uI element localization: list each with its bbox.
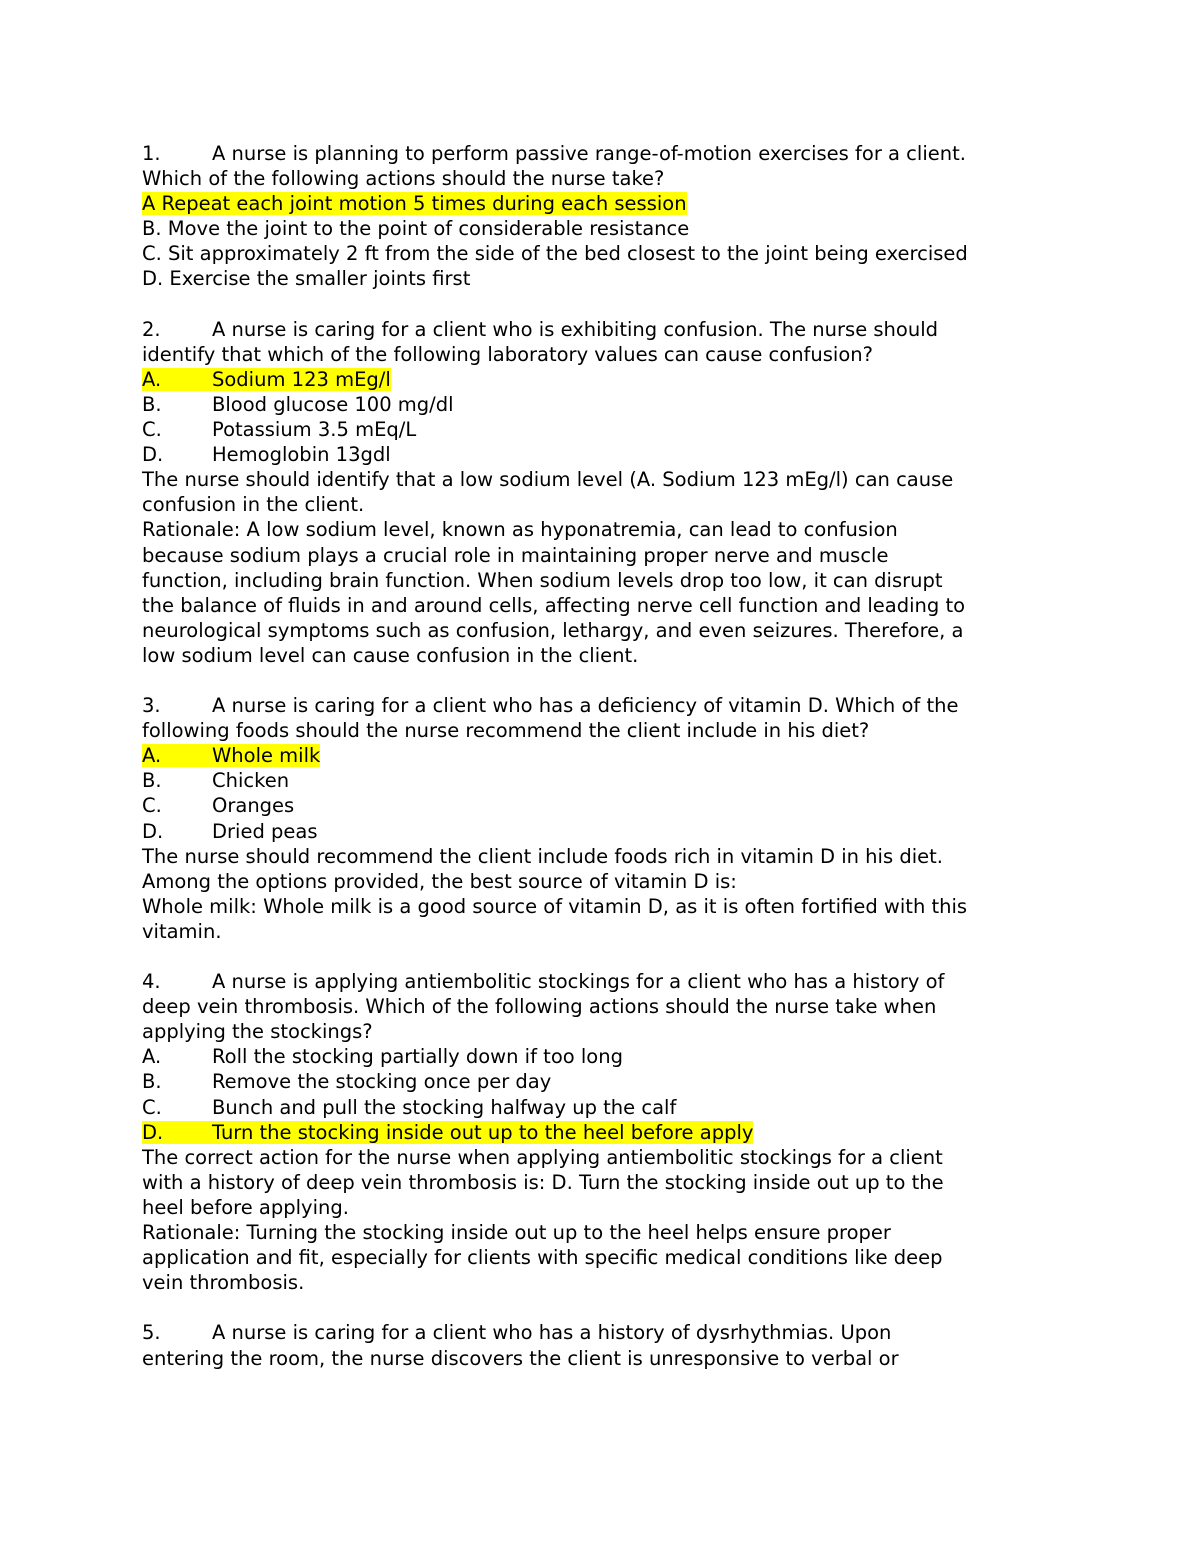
answer-option-d: D. Exercise the smaller joints first: [142, 267, 471, 291]
question-stem: [142, 1320, 1082, 1345]
rationale-line: neurological symptoms such as confusion, lethargy, and even seizures. Therefore, a: [142, 618, 964, 642]
question-stem-continued: identify that which of the following laboratory values can cause confusion?: [142, 342, 873, 366]
option-letter: B.: [142, 392, 162, 416]
option-letter: C.: [142, 418, 162, 442]
rationale-line: application and fit, especially for clients with specific medical conditions like deep: [142, 1246, 943, 1270]
rationale-line: Rationale: A low sodium level, known as hyponatremia, can lead to confusion: [142, 518, 898, 542]
rationale-line: function, including brain function. When sodium levels drop too low, it can disrupt: [142, 568, 943, 592]
option-text: Turn the stocking inside out up to the heel before apply: [212, 1120, 754, 1144]
explanation-line: The correct action for the nurse when applying antiembolitic stockings for a client: [142, 1145, 943, 1169]
rationale-line: because sodium plays a crucial role in maintaining proper nerve and muscle: [142, 543, 889, 567]
correct-answer-highlight: A Repeat each joint motion 5 times during each session: [142, 192, 687, 216]
answer-option-d: [142, 442, 1082, 467]
option-text: Potassium 3.5 mEq/L: [212, 418, 417, 442]
explanation-line: heel before applying.: [142, 1195, 349, 1219]
explanation-line: The nurse should identify that a low sodium level (A. Sodium 123 mEg/l) can cause: [142, 468, 954, 492]
question-5: [142, 1320, 1082, 1370]
option-text: Dried peas: [212, 819, 318, 843]
answer-option-b: [142, 768, 1082, 793]
question-number: 4.: [142, 970, 161, 994]
explanation-line: confusion in the client.: [142, 493, 365, 517]
answer-option-a-correct: [142, 743, 1082, 768]
option-letter: B.: [142, 1070, 162, 1094]
question-number: 2.: [142, 317, 161, 341]
option-letter: B.: [142, 769, 162, 793]
question-stem: [142, 317, 1082, 342]
explanation-line: with a history of deep vein thrombosis is: D. Turn the stocking inside out up to the: [142, 1170, 944, 1194]
answer-option-b: B. Move the joint to the point of considerable resistance: [142, 217, 690, 241]
paragraph-spacer: [142, 1295, 1082, 1320]
question-3: [142, 693, 1082, 944]
explanation-line: Whole milk: Whole milk is a good source of vitamin D, as it is often fortified with this: [142, 894, 968, 918]
option-text: Sodium 123 mEg/l: [212, 367, 391, 391]
option-text: Roll the stocking partially down if too long: [212, 1045, 623, 1069]
question-stem-continued: Which of the following actions should the nurse take?: [142, 167, 665, 191]
option-letter: D.: [142, 443, 164, 467]
question-stem: [142, 969, 1082, 994]
option-letter: A.: [142, 1045, 162, 1069]
option-text: Whole milk: [212, 744, 321, 768]
question-stem-text: A nurse is caring for a client who has a history of dysrhythmias. Upon: [212, 1321, 892, 1345]
question-number: 1.: [142, 142, 161, 165]
answer-option-a-correct: [142, 191, 1082, 216]
question-stem-text: A nurse is caring for a client who has a deficiency of vitamin D. Which of the: [212, 694, 959, 718]
question-number: 5.: [142, 1321, 161, 1345]
option-letter: C.: [142, 1095, 162, 1119]
option-text: Chicken: [212, 769, 290, 793]
explanation-line: The nurse should recommend the client include foods rich in vitamin D in his diet.: [142, 844, 943, 868]
question-stem: [142, 693, 1082, 718]
answer-option-d: [142, 819, 1082, 844]
rationale-line: Rationale: Turning the stocking inside out up to the heel helps ensure proper: [142, 1221, 891, 1245]
option-text: Remove the stocking once per day: [212, 1070, 552, 1094]
option-letter: A.: [142, 744, 162, 768]
option-letter: D.: [142, 819, 164, 843]
rationale-line: low sodium level can cause confusion in the client.: [142, 643, 639, 667]
option-text: Blood glucose 100 mg/dl: [212, 392, 454, 416]
question-1: [142, 141, 1082, 292]
question-stem-text: A nurse is applying antiembolitic stockings for a client who has a history of: [212, 970, 945, 994]
paragraph-spacer: [142, 668, 1082, 693]
correct-answer-highlight: [142, 368, 391, 391]
correct-answer-highlight: [142, 1121, 753, 1144]
question-stem-continued: deep vein thrombosis. Which of the following actions should the nurse take when: [142, 995, 937, 1019]
answer-option-c: C. Sit approximately 2 ft from the side of the bed closest to the joint being exercised: [142, 242, 968, 266]
question-stem-continued: entering the room, the nurse discovers the client is unresponsive to verbal or: [142, 1346, 899, 1370]
paragraph-spacer: [142, 944, 1082, 969]
question-2: [142, 317, 1082, 668]
question-stem-continued: applying the stockings?: [142, 1020, 373, 1044]
question-stem-continued: following foods should the nurse recommend the client include in his diet?: [142, 719, 870, 743]
correct-answer-highlight: [142, 744, 320, 767]
option-letter: C.: [142, 794, 162, 818]
question-stem-text: A nurse is planning to perform passive range-of-motion exercises for a client.: [212, 142, 966, 165]
question-4: [142, 969, 1082, 1295]
answer-option-d-correct: [142, 1120, 1082, 1145]
explanation-line: vitamin.: [142, 919, 222, 943]
rationale-line: the balance of fluids in and around cells, affecting nerve cell function and leading to: [142, 593, 966, 617]
option-letter: D.: [142, 1120, 164, 1144]
answer-option-b: [142, 392, 1082, 417]
question-stem: [142, 141, 1082, 166]
answer-option-c: [142, 417, 1082, 442]
rationale-line: vein thrombosis.: [142, 1271, 305, 1295]
answer-option-a-correct: [142, 367, 1082, 392]
answer-option-c: [142, 793, 1082, 818]
question-number: 3.: [142, 694, 161, 718]
option-letter: A.: [142, 367, 162, 391]
paragraph-spacer: [142, 292, 1082, 317]
explanation-line: Among the options provided, the best source of vitamin D is:: [142, 869, 737, 893]
answer-option-a: [142, 1044, 1082, 1069]
option-text: Hemoglobin 13gdl: [212, 443, 391, 467]
option-text: Bunch and pull the stocking halfway up the calf: [212, 1095, 677, 1119]
option-text: Oranges: [212, 794, 295, 818]
question-stem-text: A nurse is caring for a client who is exhibiting confusion. The nurse should: [212, 317, 938, 341]
answer-option-c: [142, 1095, 1082, 1120]
document-page: [142, 141, 1082, 1371]
answer-option-b: [142, 1069, 1082, 1094]
